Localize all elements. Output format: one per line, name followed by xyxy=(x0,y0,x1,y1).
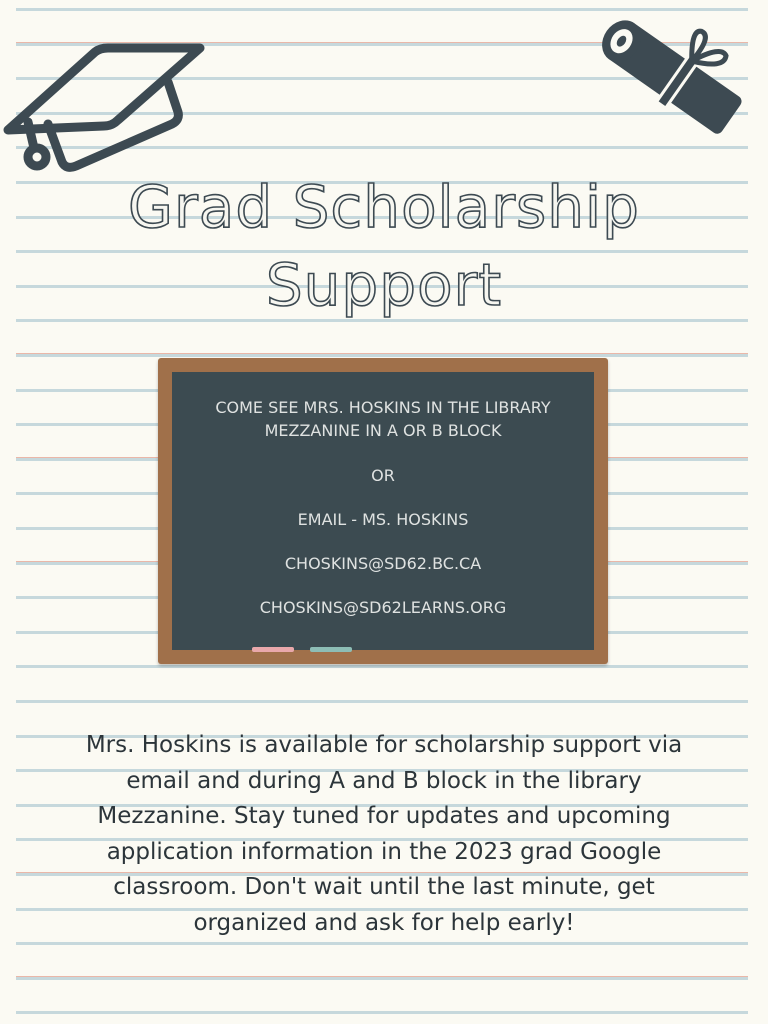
ruled-line xyxy=(16,1011,748,1014)
ruled-line xyxy=(16,665,748,668)
paragraph-line: application information in the 2023 grad Google xyxy=(106,838,662,865)
info-paragraph xyxy=(20,728,748,941)
title-line-2: Support xyxy=(265,251,503,319)
paragraph-line: Mrs. Hoskins is available for scholarship support via xyxy=(85,732,683,758)
teal-chalk xyxy=(310,647,352,652)
ruled-line xyxy=(16,354,748,357)
chalkboard-email-1: CHOSKINS@SD62.BC.CA xyxy=(284,554,482,573)
page-title xyxy=(0,168,768,324)
ruled-line xyxy=(16,977,748,980)
chalkboard-line-1: COME SEE MRS. HOSKINS IN THE LIBRARY xyxy=(215,398,551,417)
graduation-cap-icon xyxy=(0,20,215,180)
ruled-line xyxy=(16,942,748,945)
ruled-line xyxy=(16,700,748,703)
chalkboard-or: OR xyxy=(371,466,395,485)
paragraph-line: email and during A and B block in the library xyxy=(126,767,642,794)
paragraph-line: classroom. Don't wait until the last minute, get xyxy=(113,874,655,900)
chalkboard-email-2: CHOSKINS@SD62LEARNS.ORG xyxy=(259,598,507,617)
diploma-scroll-icon xyxy=(588,8,752,153)
chalkboard xyxy=(158,358,608,664)
chalkboard-surface xyxy=(172,372,594,650)
title-line-1: Grad Scholarship xyxy=(128,173,640,241)
paragraph-line: organized and ask for help early! xyxy=(193,909,575,936)
chalkboard-email-label: EMAIL - MS. HOSKINS xyxy=(297,510,469,529)
paragraph-line: Mezzanine. Stay tuned for updates and upcoming xyxy=(97,803,671,829)
pink-chalk xyxy=(252,647,294,652)
chalkboard-line-2: MEZZANINE IN A OR B BLOCK xyxy=(264,421,502,440)
